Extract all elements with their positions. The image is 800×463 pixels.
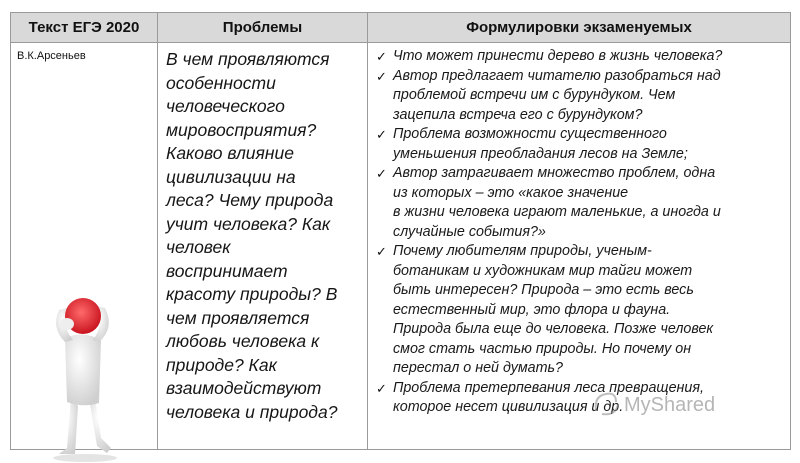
checkmark-icon: ✓ [376, 68, 387, 84]
checkmark-icon: ✓ [376, 49, 387, 64]
formulation-item [376, 67, 784, 126]
headache-person-icon [45, 288, 123, 463]
header-formulations: Формулировки экзаменуемых [368, 13, 791, 43]
author-cell [11, 43, 158, 450]
checkmark-icon: ✓ [376, 244, 387, 259]
formulation-text: Автор предлагает читателю разобраться над проблемой встречи им с бурундуком. Чем зацепила встреча его с бурундуком? [393, 67, 721, 123]
formulation-text: Проблема возможности существенного уменьшения преобладания лесов на Земле; [393, 126, 688, 162]
problems-cell [158, 43, 368, 450]
myshared-logo-icon [590, 386, 770, 420]
formulation-item [376, 125, 784, 164]
formulation-text: Автор затрагивает множество проблем, одна из которых – это «какое значение в жизни человека играют маленькие, а иногда и случайные события?» [393, 165, 721, 240]
author-name: В.К.Арсеньев [17, 50, 86, 62]
formulation-text: Проблема претерпевания леса превращения, которое несет цивилизация и др. [393, 379, 704, 415]
checkmark-icon: ✓ [376, 127, 387, 142]
exam-table [10, 12, 791, 450]
formulation-item [376, 47, 784, 67]
header-problems: Проблемы [158, 13, 368, 43]
formulations-list [368, 43, 790, 418]
watermark-text: MyShared [624, 394, 716, 416]
header-text: Текст ЕГЭ 2020 [11, 13, 158, 43]
checkmark-icon: ✓ [376, 380, 387, 396]
checkmark-icon: ✓ [376, 166, 387, 181]
problems-text: В чем проявляются особенности человеческого мировосприятия? Каково влияние цивилизации на леса? Чему природа учит человека? Как человек воспринимает красоту природы? В чем проявляется любовь человека к природе? Как взаимодействуют человека и природа? [166, 49, 338, 422]
formulation-text: Почему любителям природы, ученым- ботаникам и художникам мир тайги может быть интересен? Природа – это есть весь естественный мир, это флора и фауна. Природа была еще до человека. Позже человек смог стать частью природы. Но почему он перестал о ней думать? [393, 243, 714, 376]
formulation-item [376, 242, 784, 379]
header-row [11, 13, 791, 43]
formulation-item [376, 164, 784, 242]
formulation-text: Что может принести дерево в жизнь человека? [393, 48, 723, 64]
